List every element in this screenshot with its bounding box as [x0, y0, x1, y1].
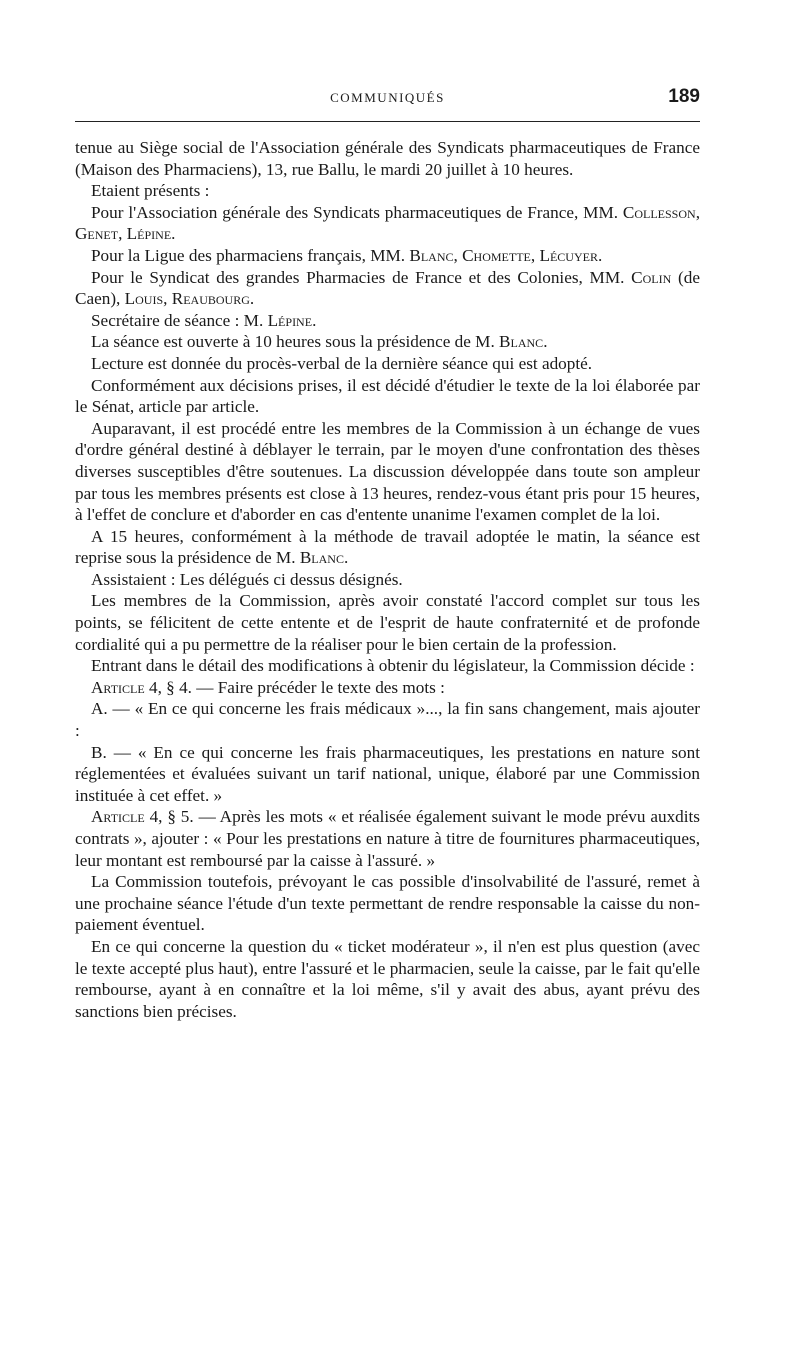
paragraph	[75, 353, 700, 375]
paragraph-text: En ce qui concerne la question du « ticket modérateur », il n'en est plus question (avec le texte accepté plus haut), entre l'assuré et le pharmacien, seule la caisse, par le fait qu'elle rembourse, ayant à en connaître et la loi même, s'il y avait des abus, ayant prévu des sanctions bien précises.	[75, 936, 700, 1021]
running-head	[75, 86, 700, 110]
paragraph-text: Assistaient : Les délégués ci dessus désignés.	[91, 569, 403, 589]
paragraph	[75, 655, 700, 677]
paragraph-text: A. — « En ce qui concerne les frais médicaux »..., la fin sans changement, mais ajouter :	[75, 699, 700, 741]
paragraph-text: B. — « En ce qui concerne les frais pharmaceutiques, les prestations en nature sont réglementées et évaluées suivant un tarif national, unique, élaboré par une Commission instituée à cet effet. »	[75, 742, 700, 805]
paragraph-text: .	[171, 224, 176, 244]
paragraph	[75, 806, 700, 871]
paragraph-text: 4, § 5. — Après les mots « et réalisée également suivant le mode prévu auxdits contrats », ajouter : « Pour les prestations en nature à titre de fournitures pharmaceutiques, leur montant est remboursé par la caisse à l'assuré. »	[75, 807, 700, 870]
paragraph-text: Lecture est donnée du procès-verbal de la dernière séance qui est adopté.	[91, 353, 593, 373]
paragraph	[75, 310, 700, 332]
paragraph-text: Auparavant, il est procédé entre les membres de la Commission à un échange de vues d'ordre général destiné à déblayer le terrain, par le moyen d'une confrontation des thèses diverses susceptibles d'être soutenues. La discussion développée dans toute son ampleur par tous les membres présents est close à 13 heures, rendez-vous étant pris pour 15 heures, à l'effet de conclure et d'aborder en cas d'entente unanime l'examen complet de la loi.	[75, 418, 700, 525]
paragraph	[75, 526, 700, 569]
paragraph	[75, 936, 700, 1022]
paragraph-text: .	[312, 310, 317, 330]
paragraph	[75, 267, 700, 310]
paragraph-text: La Commission toutefois, prévoyant le cas possible d'insolvabilité de l'assuré, remet à une prochaine séance l'étude d'un texte permettant de rendre responsable la caisse du non-paiement éventuel.	[75, 872, 700, 935]
paragraph-text: 4, § 4. — Faire précéder le texte des mots :	[144, 677, 445, 697]
running-title: COMMUNIQUÉS	[330, 90, 445, 105]
member-names: Blanc	[499, 332, 544, 352]
paragraph-text: .	[249, 289, 255, 309]
paragraph	[75, 375, 700, 418]
paragraph-text: .	[343, 548, 349, 568]
paragraph-text: Conformément aux décisions prises, il est décidé d'étudier le texte de la loi élaborée par le Sénat, article par article.	[75, 375, 700, 417]
paragraph	[75, 331, 700, 353]
paragraph	[75, 202, 700, 245]
paragraph	[75, 590, 700, 655]
header-rule	[75, 121, 700, 122]
paragraph	[75, 871, 700, 936]
paragraph	[75, 418, 700, 526]
paragraph	[75, 698, 700, 741]
paragraph	[75, 137, 700, 180]
paragraph-text: Entrant dans le détail des modifications à obtenir du législateur, la Commission décide :	[91, 656, 695, 676]
member-names: Blanc, Chomette, Lécuyer	[409, 245, 598, 265]
paragraph-text: A 15 heures, conformément à la méthode de travail adoptée le matin, la séance est reprise sous la présidence de M.	[75, 526, 700, 568]
paragraph-text: Pour le Syndicat des grandes Pharmacies de France et des Colonies, MM.	[91, 267, 632, 287]
paragraph-text: Pour l'Association générale des Syndicats pharmaceutiques de France, MM.	[91, 202, 623, 222]
paragraph	[75, 569, 700, 591]
paragraph-text: Etaient présents :	[91, 181, 210, 201]
member-names: Lépine	[267, 310, 313, 330]
member-names: Blanc	[299, 548, 344, 568]
paragraph	[75, 677, 700, 699]
paragraph	[75, 245, 700, 267]
member-names: Louis, Reaubourg	[124, 289, 250, 309]
member-names: Collesson, Genet, Lépine	[75, 202, 700, 244]
paragraph	[75, 742, 700, 807]
paragraph-text: (de Caen),	[75, 267, 700, 309]
paragraph	[75, 180, 700, 202]
paragraph-text: tenue au Siège social de l'Association générale des Syndicats pharmaceutiques de France (Maison des Pharmaciens), 13, rue Ballu, le mardi 20 juillet à 10 heures.	[75, 138, 700, 179]
body-text	[75, 137, 700, 1022]
paragraph-text: Secrétaire de séance : M.	[91, 310, 268, 330]
paragraph-text: La séance est ouverte à 10 heures sous la présidence de M.	[91, 332, 500, 352]
paragraph-text: Les membres de la Commission, après avoir constaté l'accord complet sur tous les points, se félicitent de cette entente et de l'esprit de haute confraternité et de profonde cordialité qui a pu permettre de la réaliser pour le bien certain de la profession.	[75, 591, 700, 654]
paragraph-text: Pour la Ligue des pharmaciens français, MM.	[91, 245, 410, 265]
paragraph-text: .	[543, 332, 548, 352]
paragraph-text: .	[597, 245, 603, 265]
page-number: 189	[668, 86, 700, 107]
article-label: Article	[91, 807, 145, 827]
article-label: Article	[91, 677, 145, 697]
member-name: Colin	[631, 267, 672, 287]
